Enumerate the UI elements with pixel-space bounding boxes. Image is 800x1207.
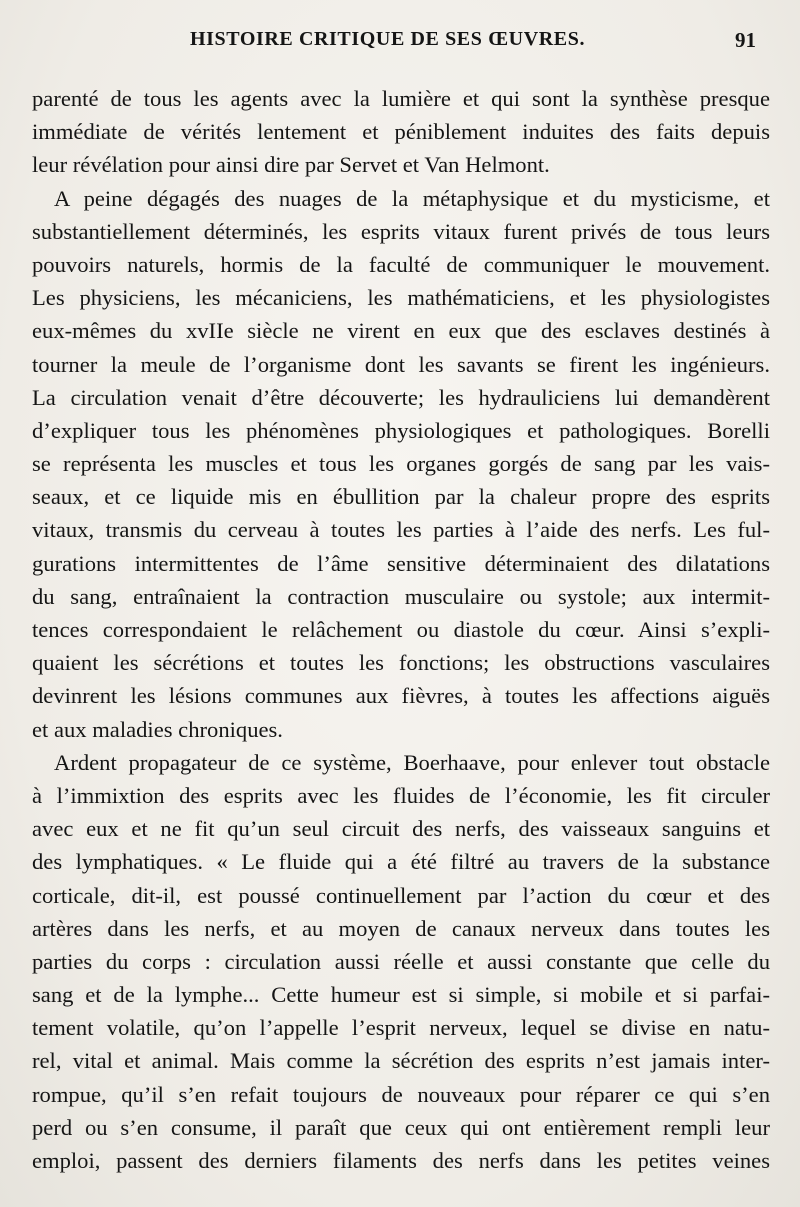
running-head: HISTOIRE CRITIQUE DE SES ŒUVRES. [190, 28, 586, 50]
text-line: tement volatile, qu’on l’appelle l’esprit nerveux, lequel se divise en natu- [32, 1015, 770, 1041]
paragraph-start-line: Ardent propagateur de ce système, Boerhaave, pour enlever tout obstacle [54, 749, 770, 775]
text-line: d’expliquer tous les phénomènes physiologiques et pathologiques. Borelli [32, 417, 770, 443]
text-line: rompue, qu’il s’en refait toujours de nouveaux pour réparer ce qui s’en [32, 1081, 770, 1107]
text-line: artères dans les nerfs, et au moyen de canaux nerveux dans toutes les [32, 915, 770, 941]
text-line: sang et de la lymphe... Cette humeur est si simple, si mobile et si parfai- [32, 982, 770, 1008]
text-line: des lymphatiques. « Le fluide qui a été filtré au travers de la substance [32, 849, 770, 875]
text-line: pouvoirs naturels, hormis de la faculté de communiquer le mouvement. [32, 251, 770, 277]
paragraph-start-line: A peine dégagés des nuages de la métaphysique et du mysticisme, et [54, 185, 770, 211]
text-line: tourner la meule de l’organisme dont les savants se firent les ingénieurs. [32, 351, 770, 377]
text-line: tences correspondaient le relâchement ou diastole du cœur. Ainsi s’expli- [32, 617, 770, 642]
text-line: parenté de tous les agents avec la lumière et qui sont la synthèse presque [32, 86, 770, 111]
text-line: devinrent les lésions communes aux fièvres, à toutes les affections aiguës [32, 683, 770, 709]
text-line: corticale, dit-il, est poussé continuellement par l’action du cœur et des [32, 882, 770, 908]
text-line: gurations intermittentes de l’âme sensitive déterminaient des dilatations [32, 550, 770, 576]
text-line: La circulation venait d’être découverte; les hydrauliciens lui demandèrent [32, 384, 770, 410]
text-line: Les physiciens, les mécaniciens, les mathématiciens, et les physiologistes [32, 285, 770, 311]
page-header [0, 28, 800, 58]
text-line: du sang, entraînaient la contraction musculaire ou systole; aux intermit- [32, 583, 770, 609]
text-line: se représenta les muscles et tous les organes gorgés de sang par les vais- [32, 451, 770, 477]
text-line: avec eux et ne fit qu’un seul circuit des nerfs, des vaisseaux sanguins et [32, 816, 770, 842]
body-text [32, 82, 770, 1177]
text-line: quaient les sécrétions et toutes les fonctions; les obstructions vasculaires [32, 650, 770, 676]
text-line: substantiellement déterminés, les esprits vitaux furent privés de tous leurs [32, 218, 770, 244]
text-line: immédiate de vérités lentement et péniblement induites des faits depuis [32, 119, 770, 145]
text-line: eux-mêmes du xvIIe siècle ne virent en eux que des esclaves destinés à [32, 318, 770, 344]
text-line: rel, vital et animal. Mais comme la sécrétion des esprits n’est jamais inter- [32, 1048, 770, 1074]
text-line: vitaux, transmis du cerveau à toutes les parties à l’aide des nerfs. Les ful- [32, 517, 770, 543]
text-line: à l’immixtion des esprits avec les fluides de l’économie, les fit circuler [32, 782, 770, 808]
text-line: emploi, passent des derniers filaments des nerfs dans les petites veines [32, 1148, 770, 1173]
text-line: seaux, et ce liquide mis en ébullition par la chaleur propre des esprits [32, 484, 770, 510]
text-line: et aux maladies chroniques. [32, 716, 283, 742]
page-number: 91 [735, 28, 756, 52]
text-line: leur révélation pour ainsi dire par Servet et Van Helmont. [32, 152, 550, 178]
text-line: perd ou s’en consume, il paraît que ceux qui ont entièrement rempli leur [32, 1114, 770, 1140]
text-line: parties du corps : circulation aussi réelle et aussi constante que celle du [32, 948, 770, 974]
